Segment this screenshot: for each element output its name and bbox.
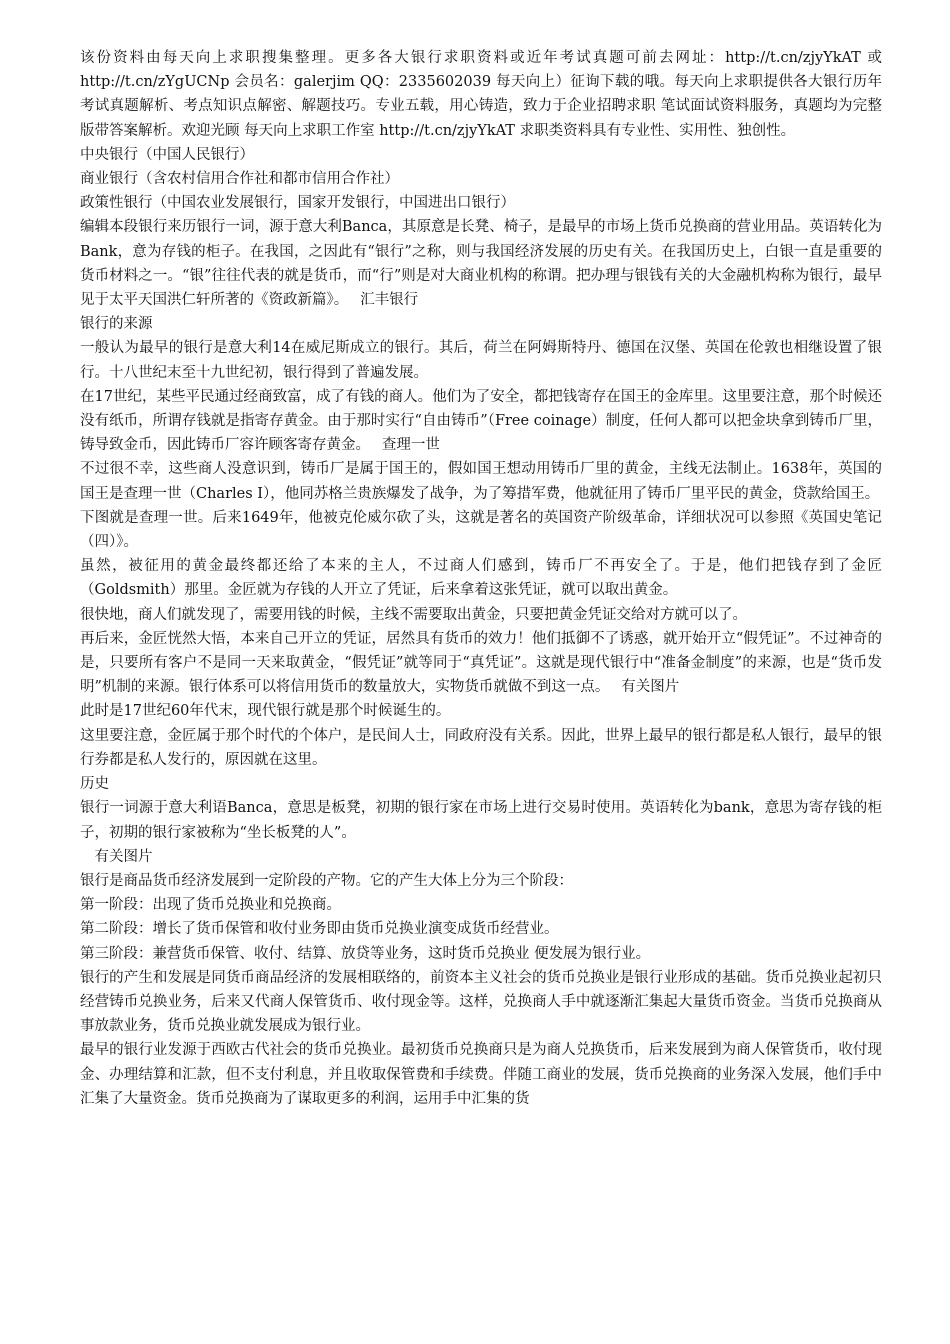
paragraph-banca: 银行一词源于意大利语Banca，意思是板凳，初期的银行家在市场上进行交易时使用。英语转化为bank，意思为寄存钱的柜子，初期的银行家被称为“坐长板凳的人”。 [80, 800, 882, 841]
stage-one: 第一阶段：出现了货币兑换业和兑换商。 [80, 897, 341, 914]
paragraph-17th-century: 在17世纪，某些平民通过经商致富，成了有钱的商人。他们为了安全，都把钱寄存在国王的金库里。这里要注意，那个时候还没有纸币，所谓存钱就是指寄存黄金。由于那时实行“自由铸币”（Free coinage）制度，任何人都可以把金块拿到铸币厂里，铸导致金币，因此铸币厂容许顾客寄存黄金。 查理一世 [80, 388, 882, 454]
paragraph-western-europe: 最早的银行业发源于西欧古代社会的货币兑换业。最初货币兑换商只是为商人兑换货币，后来发展到为商人保管货币，收付现金、办理结算和汇款，但不支付利息，并且收取保管费和手续费。伴随工商业的发展，货币兑换商的业务深入发展，他们手中汇集了大量资金。货币兑换商为了谋取更多的利润，运用手中汇集的货 [80, 1042, 882, 1107]
paragraph-goldsmith: 虽然，被征用的黄金最终都还给了本来的主人，不过商人们感到，铸币厂不再安全了。于是，他们把钱存到了金匠（Goldsmith）那里。金匠就为存钱的人开立了凭证，后来拿着这张凭证，就可以取出黄金。 [80, 558, 882, 599]
stage-two: 第二阶段：增长了货币保管和收付业务即由货币兑换业演变成货币经营业。 [80, 921, 559, 938]
paragraph-1660s: 此时是17世纪60年代末，现代银行就是那个时候诞生的。 [80, 703, 451, 720]
section-heading-history: 历史 [80, 776, 109, 793]
paragraph-three-stages: 银行是商品货币经济发展到一定阶段的产物。它的产生大体上分为三个阶段： [80, 872, 573, 889]
list-item-commercial-bank: 商业银行（含农村信用合作社和都市信用合作社） [80, 171, 399, 188]
section-heading-origin: 银行的来源 [80, 316, 153, 333]
stage-three: 第三阶段：兼营货币保管、收付、结算、放贷等业务，这时货币兑换业 便发展为银行业。 [80, 945, 651, 962]
paragraph-money-exchange: 银行的产生和发展是同货币商品经济的发展相联络的，前资本主义社会的货币兑换业是银行业形成的基础。货币兑换业起初只经营铸币兑换业务，后来又代商人保管货币、收付现金等。这样，兑换商人手中就逐渐汇集起大量货币资金。当货币兑换商从事放款业务，货币兑换业就发展成为银行业。 [80, 969, 882, 1035]
list-item-central-bank: 中央银行（中国人民银行） [80, 146, 254, 163]
list-item-policy-bank: 政策性银行（中国农业发展银行，国家开发银行，中国进出口银行） [80, 195, 515, 212]
paragraph-earliest-bank: 一般认为最早的银行是意大利14在威尼斯成立的银行。其后，荷兰在阿姆斯特丹、德国在汉堡、英国在伦敦也相继设置了银行。十八世纪末至十九世纪初，银行得到了普遍发展。 [80, 340, 882, 381]
paragraph-private-banks: 这里要注意，金匠属于那个时代的个体户，是民间人士，同政府没有关系。因此，世界上最早的银行都是私人银行，最早的银行券都是私人发行的，原因就在这里。 [80, 727, 882, 768]
image-placeholder-label: 有关图片 [80, 848, 153, 865]
paragraph-charles-i: 不过很不幸，这些商人没意识到，铸币厂是属于国王的，假如国王想动用铸币厂里的黄金，主线无法制止。1638年，英国的国王是查理一世（Charles I），他同苏格兰贵族爆发了战争，为了筹措军费，他就征用了铸币厂里平民的黄金，贷款给国王。 [80, 461, 882, 502]
paragraph-gold-certificate: 很快地，商人们就发现了，需要用钱的时候，主线不需要取出黄金，只要把黄金凭证交给对方就可以了。 [80, 606, 747, 623]
intro-paragraph: 该份资料由每天向上求职搜集整理。更多各大银行求职资料或近年考试真题可前去网址：http://t.cn/zjyYkAT 或 http://t.cn/zYgUCNp 会员名：galerjim QQ：2335602039 每天向上）征询下载的哦。每天向上求职提供各大银行历年考试真题解析、考点知识点解密、解题技巧。专业五载，用心铸造，致力于企业招聘求职 笔试面试资料服务，真题均为完整版带答案解析。欢迎光顾 每天向上求职工作室 http://t.cn/zjyYkAT 求职类资料具有专业性、实用性、独创性。 [80, 50, 887, 139]
paragraph-reserve-system: 再后来，金匠恍然大悟，本来自己开立的凭证，居然具有货币的效力！他们抵御不了诱惑，就开始开立“假凭证”。不过神奇的是，只要所有客户不是同一天来取黄金，“假凭证”就等同于“真凭证”。这就是现代银行中“准备金制度”的来源，也是“货币发明”机制的来源。银行体系可以将信用货币的数量放大，实物货币就做不到这一点。 有关图片 [80, 630, 882, 696]
paragraph-bank-origin-name: 编辑本段银行来历银行一词，源于意大利Banca，其原意是长凳、椅子，是最早的市场上货币兑换商的营业用品。英语转化为Bank，意为存钱的柜子。在我国，之因此有“银行”之称，则与我国经济发展的历史有关。在我国历史上，白银一直是重要的货币材料之一。“银”往往代表的就是货币，而“行”则是对大商业机构的称谓。把办理与银钱有关的大金融机构称为银行，最早见于太平天国洪仁轩所著的《资政新篇》。 汇丰银行 [80, 219, 882, 309]
paragraph-charles-image-note: 下图就是查理一世。后来1649年，他被克伦威尔砍了头，这就是著名的英国资产阶级革命，详细状况可以参照《英国史笔记（四）》。 [80, 509, 882, 551]
